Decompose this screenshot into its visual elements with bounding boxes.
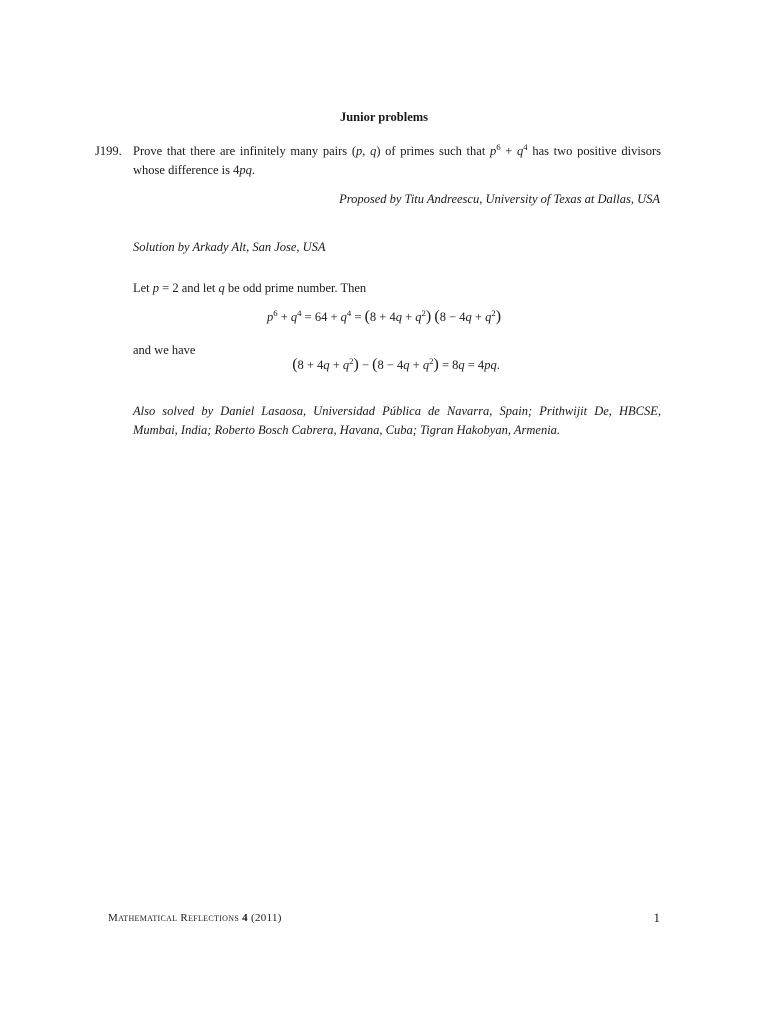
section-title: Junior problems — [339, 110, 429, 124]
equation-difference: $(8 + 4q + q^2) - (8 - 4q + q^2) = 8q = 4pq$. — [292, 356, 500, 373]
solution-author: Solution by Arkady Alt, San Jose, USA — [133, 240, 326, 254]
solution-intro: Let p = 2 and let q be odd prime number. Then — [133, 281, 367, 295]
problem-id: J199. — [95, 144, 122, 158]
journal-year: (2011) — [251, 912, 282, 924]
footer-journal — [108, 912, 282, 924]
equation-factorization: $p^6 + q^4 = 64 + q^4 = (8 + 4q + q^2) (8 - 4q + q^2)$ — [266, 308, 502, 325]
page-number: 1 — [653, 910, 660, 925]
problem-statement — [95, 142, 661, 180]
also-solved-list: Also solved by Daniel Lasaosa, Universidad Pública de Navarra, Spain; Prithwijit De, HBCSE, Mumbai, India; Roberto Bosch Cabrera, Havana, Cuba; Tigran Hakobyan, Armenia. — [133, 404, 661, 437]
solution-connector: and we have — [133, 343, 196, 357]
problem-text: Prove that there are infinitely many pairs (p, q) of primes such that $p^6 + q^4$ has two positive divisors whose difference is 4pq. — [133, 142, 661, 177]
journal-name: Mathematical Reflections — [108, 912, 240, 924]
proposer-credit: Proposed by Titu Andreescu, University of Texas at Dallas, USA — [339, 192, 660, 206]
journal-volume: 4 — [242, 912, 248, 924]
